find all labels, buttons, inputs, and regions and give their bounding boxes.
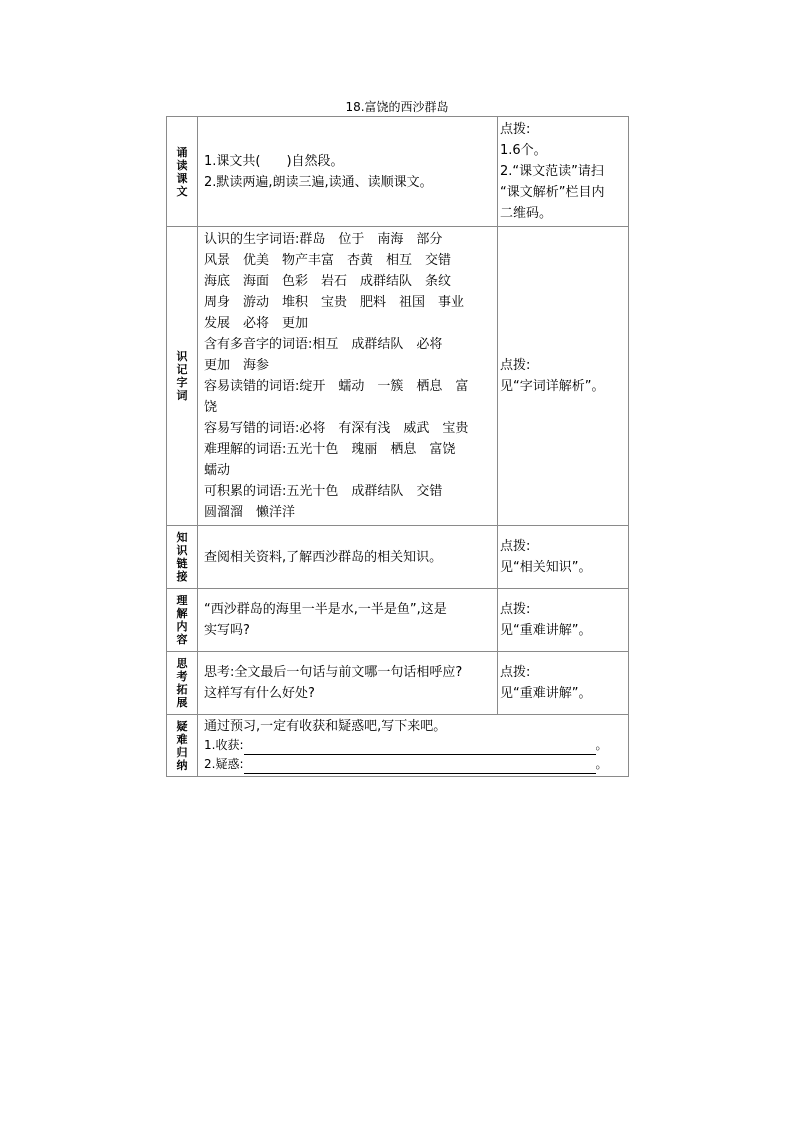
- tip-heading: 点拨:: [500, 122, 531, 137]
- tip-line: 见“重难讲解”。: [500, 686, 592, 701]
- row-content: [198, 227, 498, 526]
- tip-line: 2.“课文范读”请扫: [500, 164, 604, 179]
- tip-line: “课文解析”栏目内: [500, 185, 605, 200]
- row-tip: [498, 117, 629, 227]
- content-line: 这样写有什么好处?: [204, 686, 315, 701]
- tip-heading: 点拨:: [500, 665, 531, 680]
- row-label-text: 知识链接: [176, 531, 188, 583]
- tip-heading: 点拨:: [500, 602, 531, 617]
- tip-heading: 点拨:: [500, 358, 531, 373]
- gain-answer-field[interactable]: [244, 740, 596, 755]
- content-line: 蠕动: [204, 463, 231, 478]
- tip-line: 见“相关知识”。: [500, 560, 592, 575]
- content-line: 认识的生字词语:群岛 位于 南海 部分: [204, 232, 443, 247]
- content-line: 思考:全文最后一句话与前文哪一句话相呼应?: [204, 665, 463, 680]
- tip-line: 见“重难讲解”。: [500, 623, 592, 638]
- row-label-text: 疑难归纳: [176, 719, 188, 772]
- row-difficulty-summary: [167, 715, 629, 777]
- tip-line: 1.6个。: [500, 143, 547, 158]
- row-vocabulary: [167, 227, 629, 526]
- end-mark: 。: [595, 757, 608, 771]
- content-line: “西沙群岛的海里一半是水,一半是鱼”,这是: [204, 602, 447, 617]
- row-label: [167, 715, 198, 777]
- content-line: 含有多音字的词语:相互 成群结队 必将: [204, 337, 443, 352]
- tip-line: 见“字词详解析”。: [500, 379, 605, 394]
- row-tip: [498, 526, 629, 589]
- doubt-answer-field[interactable]: [244, 759, 596, 774]
- row-knowledge-link: [167, 526, 629, 589]
- row-content: [198, 589, 498, 652]
- content-line: 圆溜溜 懒洋洋: [204, 505, 296, 520]
- row-tip: [498, 652, 629, 715]
- content-line: 实写吗?: [204, 623, 250, 638]
- page-title: 18.富饶的西沙群岛: [345, 100, 449, 114]
- content-line: 查阅相关资料,了解西沙群岛的相关知识。: [204, 549, 443, 565]
- doubt-line: [204, 755, 623, 774]
- row-label-text: 诵读课文: [176, 145, 188, 198]
- content-line: 更加 海参: [204, 358, 270, 373]
- row-content: [198, 526, 498, 589]
- row-content: [198, 117, 498, 227]
- row-label-text: 思考拓展: [176, 657, 188, 709]
- end-mark: 。: [595, 738, 608, 752]
- content-line: 1.课文共( )自然段。: [204, 153, 344, 169]
- row-label-text: 识记字词: [176, 350, 188, 402]
- doubt-label: 2.疑惑:: [204, 757, 244, 771]
- row-understanding: [167, 589, 629, 652]
- row-tip: [498, 589, 629, 652]
- content-line: 周身 游动 堆积 宝贵 肥料 祖国 事业: [204, 295, 465, 310]
- row-label: [167, 526, 198, 589]
- row-label: [167, 652, 198, 715]
- content-line: 容易读错的词语:绽开 蠕动 一簇 栖息 富: [204, 379, 469, 394]
- content-line: 可积累的词语:五光十色 成群结队 交错: [204, 484, 443, 499]
- row-label: [167, 117, 198, 227]
- row-label-text: 理解内容: [176, 594, 188, 646]
- content-line: 风景 优美 物产丰富 杏黄 相互 交错: [204, 253, 452, 268]
- row-tip: [498, 227, 629, 526]
- content-line: 容易写错的词语:必将 有深有浅 威武 宝贵: [204, 421, 469, 436]
- content-line: 海底 海面 色彩 岩石 成群结队 条纹: [204, 274, 452, 289]
- tip-line: 二维码。: [500, 206, 553, 221]
- row-label: [167, 227, 198, 526]
- content-line: 难理解的词语:五光十色 瑰丽 栖息 富饶: [204, 442, 456, 457]
- tip-heading: 点拨:: [500, 539, 531, 554]
- preview-worksheet-table: [166, 116, 629, 777]
- gain-line: [204, 736, 623, 755]
- content-line: 饶: [204, 400, 218, 415]
- row-content: [198, 652, 498, 715]
- gain-label: 1.收获:: [204, 738, 244, 752]
- row-recite: [167, 117, 629, 227]
- content-line: 发展 必将 更加: [204, 316, 309, 331]
- row-thinking-extension: [167, 652, 629, 715]
- row-content: [198, 715, 629, 777]
- content-line: 通过预习,一定有收获和疑惑吧,写下来吧。: [204, 719, 447, 734]
- row-label: [167, 589, 198, 652]
- content-line: 2.默读两遍,朗读三遍,读通、读顺课文。: [204, 174, 433, 190]
